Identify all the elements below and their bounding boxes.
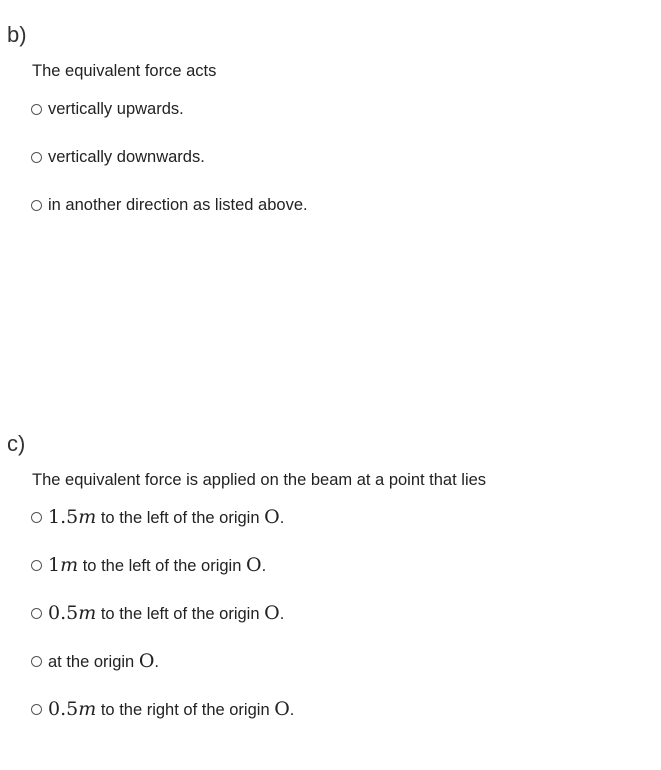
option-label: 1m to the left of the origin O. [48, 554, 267, 576]
option-label: 0.5m to the left of the origin O. [48, 602, 285, 624]
option-label: 1.5m to the left of the origin O. [48, 506, 285, 528]
option-label: at the origin O. [48, 650, 159, 672]
option-label: vertically downwards. [48, 148, 205, 166]
part-c-prompt: The equivalent force is applied on the beam at a point that lies [32, 471, 487, 489]
option-label: vertically upwards. [48, 100, 184, 118]
distance-value: 0.5m [48, 698, 97, 720]
part-c-option-3[interactable] [31, 604, 284, 623]
part-c-option-1[interactable] [31, 508, 284, 527]
part-b-option-1[interactable] [31, 101, 184, 118]
part-c-option-5[interactable] [31, 700, 294, 719]
distance-value: 0.5m [48, 602, 97, 624]
option-label: 0.5m to the right of the origin O. [48, 698, 295, 720]
option-label: in another direction as listed above. [48, 196, 308, 214]
radio-button[interactable] [31, 656, 42, 667]
radio-button[interactable] [31, 152, 42, 163]
radio-button[interactable] [31, 704, 42, 715]
origin-symbol: O [274, 698, 290, 720]
part-b-prompt: The equivalent force acts [32, 62, 217, 80]
radio-button[interactable] [31, 608, 42, 619]
distance-value: 1m [48, 554, 79, 576]
radio-button[interactable] [31, 200, 42, 211]
part-c-label: c) [7, 431, 26, 456]
part-b-option-3[interactable] [31, 197, 308, 214]
part-c-option-2[interactable] [31, 556, 266, 575]
origin-symbol: O [246, 554, 262, 576]
part-b-option-2[interactable] [31, 149, 205, 166]
radio-button[interactable] [31, 560, 42, 571]
origin-symbol: O [264, 506, 280, 528]
origin-symbol: O [138, 650, 155, 672]
radio-button[interactable] [31, 104, 42, 115]
radio-button[interactable] [31, 512, 42, 523]
distance-value: 1.5m [48, 506, 97, 528]
part-b-label: b) [7, 22, 27, 47]
part-c-option-4[interactable] [31, 652, 159, 671]
origin-symbol: O [264, 602, 280, 624]
